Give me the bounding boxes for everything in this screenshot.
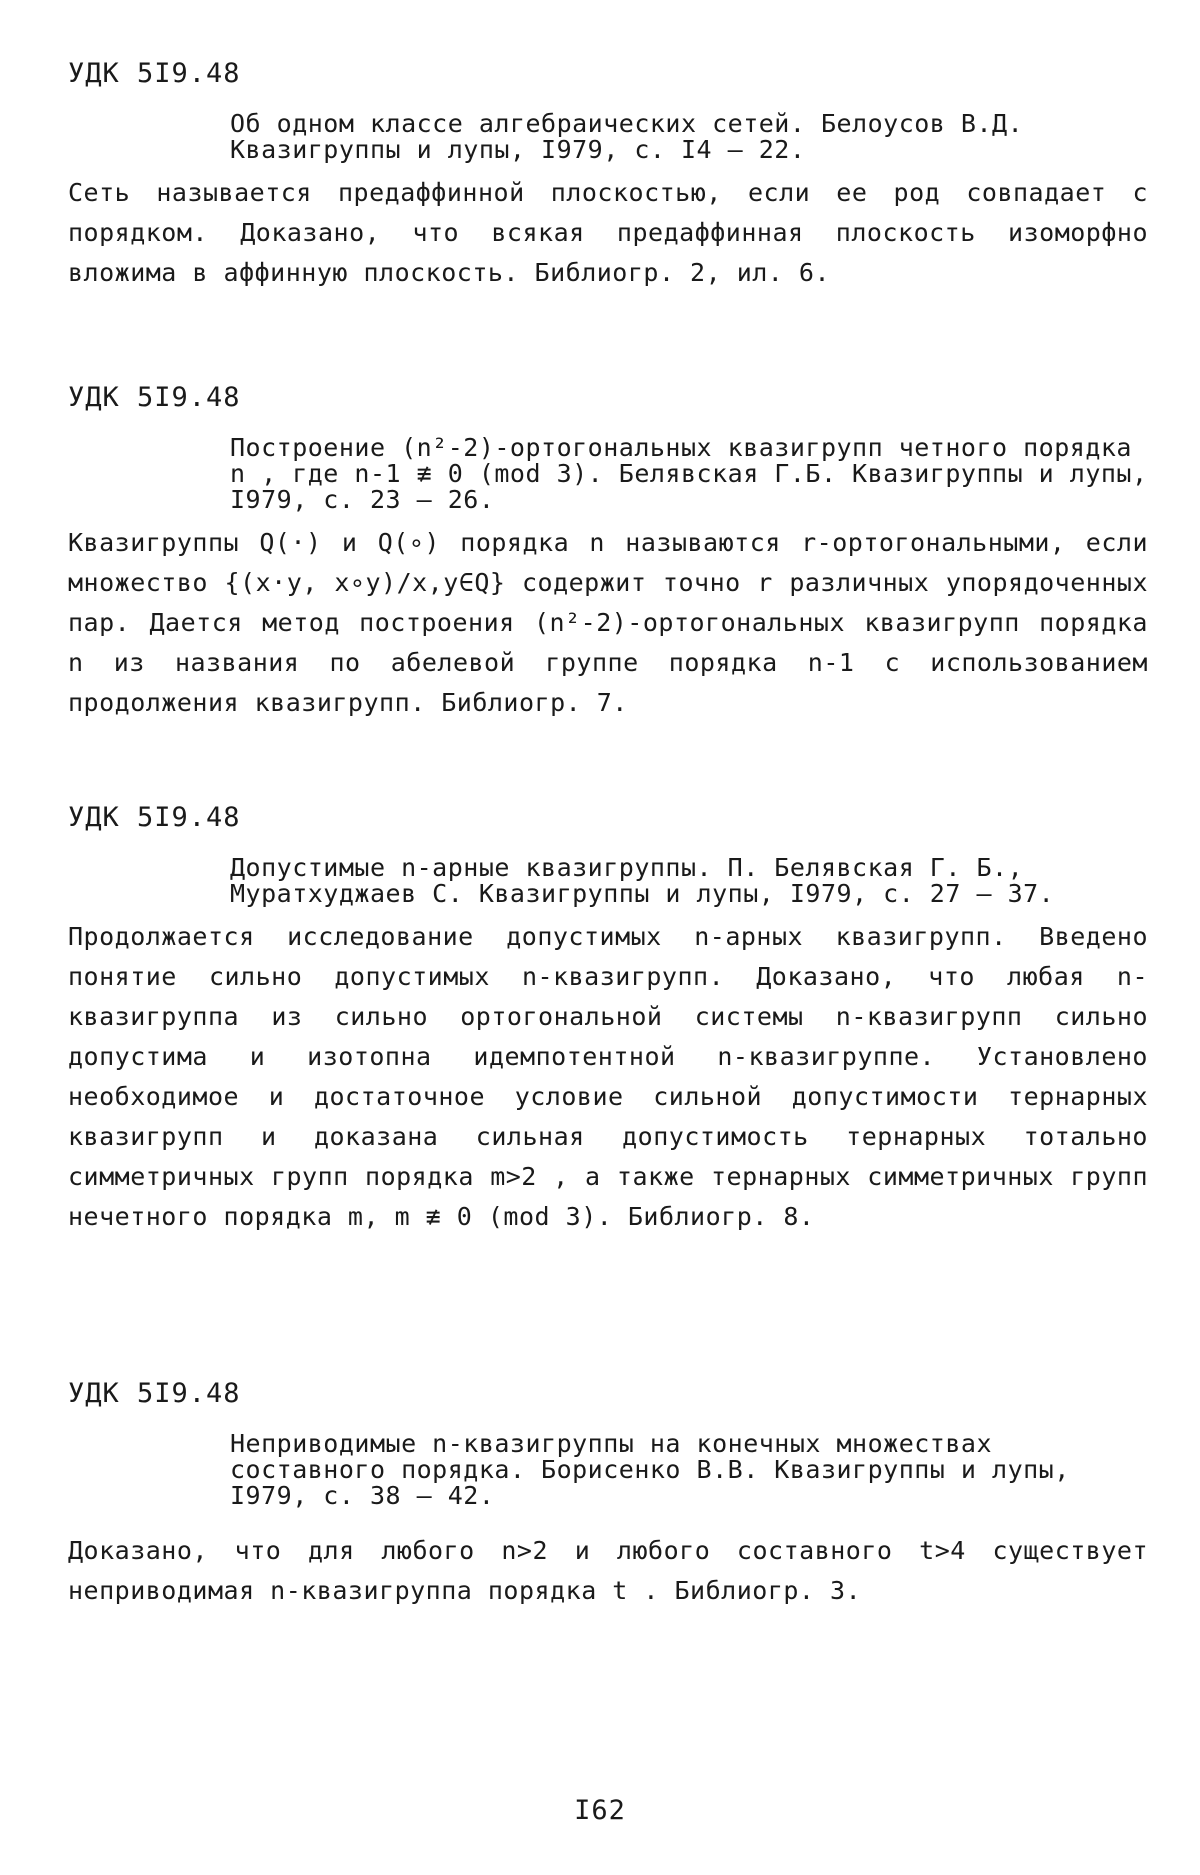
entry-title: Об одном классе алгебраических сетей. Белоусов В.Д. Квазигруппы и лупы, I979, с. I4 – 22. xyxy=(230,111,1148,163)
abstract-entry-2 xyxy=(68,382,1148,723)
udk-code: УДК 5I9.48 xyxy=(68,1378,1148,1409)
abstract-entry-1 xyxy=(68,58,1148,293)
udk-code: УДК 5I9.48 xyxy=(68,382,1148,413)
abstract-entry-4 xyxy=(68,1378,1148,1611)
udk-code: УДК 5I9.48 xyxy=(68,58,1148,89)
page-number: I62 xyxy=(0,1795,1200,1826)
entry-title: Построение (n²-2)-ортогональных квазигрупп четного порядка n , где n-1 ≢ 0 (mod 3). Белявская Г.Б. Квазигруппы и лупы, I979, с. 23 – 26. xyxy=(230,435,1148,513)
entry-abstract: Сеть называется предаффинной плоскостью, если ее род совпадает с порядком. Доказано, что всякая предаффинная плоскость изоморфно вложима в аффинную плоскость. Библиогр. 2, ил. 6. xyxy=(68,173,1148,293)
document-page xyxy=(0,0,1200,1875)
entry-title: Неприводимые n-квазигруппы на конечных множествах составного порядка. Борисенко В.В. Квазигруппы и лупы, I979, с. 38 – 42. xyxy=(230,1431,1148,1509)
entry-abstract: Продолжается исследование допустимых n-арных квазигрупп. Введено понятие сильно допустимых n-квазигрупп. Доказано, что любая n-квазигруппа из сильно ортогональной системы n-квазигрупп сильно допустима и изотопна идемпотентной n-квазигруппе. Установлено необходимое и достаточное условие сильной допустимости тернарных квазигрупп и доказана сильная допустимость тернарных тотально симметричных групп порядка m>2 , а также тернарных симметричных групп нечетного порядка m, m ≢ 0 (mod 3). Библиогр. 8. xyxy=(68,917,1148,1237)
entry-title: Допустимые n-арные квазигруппы. П. Белявская Г. Б., Муратхуджаев С. Квазигруппы и лупы, I979, с. 27 – 37. xyxy=(230,855,1148,907)
entry-abstract: Доказано, что для любого n>2 и любого составного t>4 существует неприводимая n-квазигруппа порядка t . Библиогр. 3. xyxy=(68,1531,1148,1611)
udk-code: УДК 5I9.48 xyxy=(68,802,1148,833)
abstract-entry-3 xyxy=(68,802,1148,1237)
entry-abstract: Квазигруппы Q(·) и Q(∘) порядка n называются r-ортогональными, если множество {(x·y, x∘y)/x,y∈Q} содержит точно r различных упорядоченных пар. Дается метод построения (n²-2)-ортогональных квазигрупп порядка n из названия по абелевой группе порядка n-1 с использованием продолжения квазигрупп. Библиогр. 7. xyxy=(68,523,1148,723)
